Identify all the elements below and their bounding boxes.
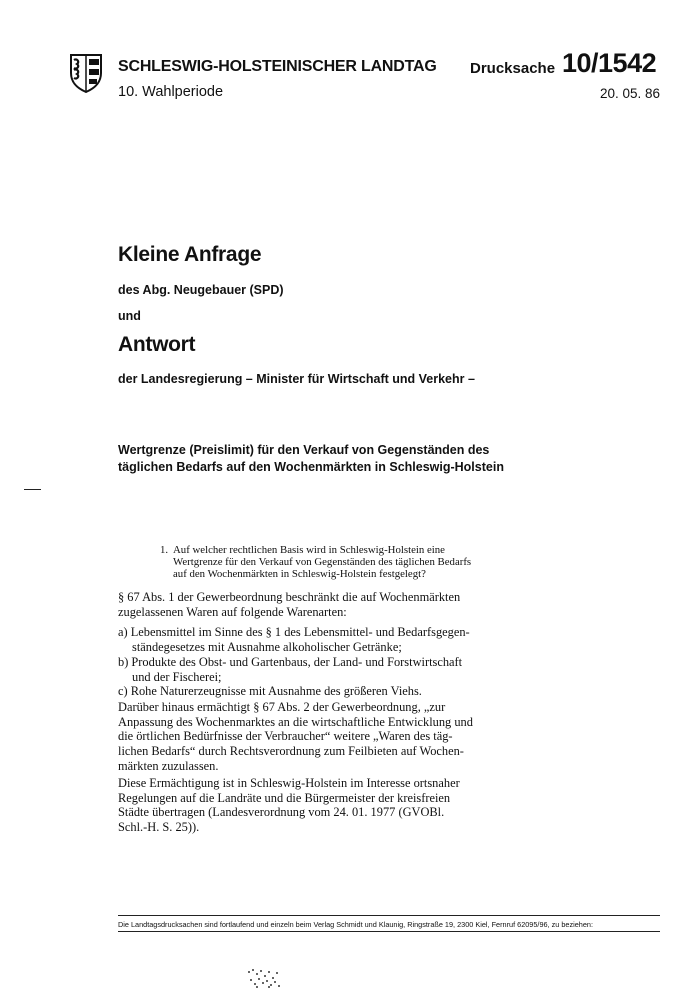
document-date: 20. 05. 86: [600, 86, 661, 101]
question-number: 1.: [160, 544, 169, 556]
parliament-name: SCHLESWIG-HOLSTEINISCHER LANDTAG: [118, 58, 437, 75]
question-heading: Kleine Anfrage: [118, 243, 262, 266]
answer-line: Städte übertragen (Landesverordnung vom 24. 01. 1977 (GVOBl.: [118, 805, 445, 819]
answer-line: Diese Ermächtigung ist in Schleswig-Holstein im Interesse ortsnaher: [118, 776, 460, 790]
margin-dash: [24, 489, 41, 490]
answer-line: zugelassenen Waren auf folgende Warenarten:: [118, 605, 347, 619]
footer-note: Die Landtagsdrucksachen sind fortlaufend und einzeln beim Verlag Schmidt und Klaunig, Ringstraße 19, 2300 Kiel, Fernruf 62095/96, zu beziehen:: [118, 920, 594, 929]
answer-line: Anpassung des Wochenmarktes an die wirtschaftliche Entwicklung und: [118, 715, 473, 729]
answer-line: märkten zuzulassen.: [118, 759, 219, 773]
document-number: 10/1542: [562, 48, 657, 78]
conjunction: und: [118, 309, 141, 323]
question-line: Auf welcher rechtlichen Basis wird in Schleswig-Holstein eine: [173, 544, 445, 556]
footer-divider: [118, 931, 660, 932]
list-item-a: ständegesetzes mit Ausnahme alkoholischer Getränke;: [132, 640, 402, 654]
list-item-b: b) Produkte des Obst- und Gartenbaus, der Land- und Forstwirtschaft: [118, 655, 463, 669]
footer-divider: [118, 915, 660, 916]
answer-line: die örtlichen Bedürfnisse der Verbraucher“ weitere „Waren des täg-: [118, 729, 453, 743]
answer-line: Darüber hinaus ermächtigt § 67 Abs. 2 der Gewerbeordnung, „zur: [118, 700, 446, 714]
document-label: Drucksache: [470, 60, 556, 77]
electoral-period: 10. Wahlperiode: [118, 84, 224, 100]
answer-line: Regelungen auf die Landräte und die Bürgermeister der kreisfreien: [118, 791, 451, 805]
answer-heading: Antwort: [118, 333, 196, 356]
list-item-c: c) Rohe Naturerzeugnisse mit Ausnahme des größeren Viehs.: [118, 684, 422, 698]
subject-line: Wertgrenze (Preislimit) für den Verkauf von Gegenständen des: [118, 443, 490, 457]
question-line: Wertgrenze für den Verkauf von Gegenständen des täglichen Bedarfs: [173, 556, 472, 568]
list-item-b: und der Fischerei;: [132, 670, 222, 684]
stamp-mark-icon: [246, 967, 282, 989]
asked-by: des Abg. Neugebauer (SPD): [118, 283, 284, 297]
answer-line: § 67 Abs. 1 der Gewerbeordnung beschränkt die auf Wochenmärkten: [118, 590, 461, 604]
answer-line: lichen Bedarfs“ durch Rechtsverordnung zum Feilbieten auf Wochen-: [118, 744, 464, 758]
list-item-a: a) Lebensmittel im Sinne des § 1 des Lebensmittel- und Bedarfsgegen-: [118, 625, 470, 639]
coat-of-arms-icon: [69, 53, 103, 93]
answer-line: Schl.-H. S. 25)).: [118, 820, 200, 834]
question-line: auf den Wochenmärkten in Schleswig-Holstein festgelegt?: [173, 568, 426, 580]
answered-by: der Landesregierung – Minister für Wirtschaft und Verkehr –: [118, 372, 475, 386]
subject-line: täglichen Bedarfs auf den Wochenmärkten in Schleswig-Holstein: [118, 460, 504, 474]
